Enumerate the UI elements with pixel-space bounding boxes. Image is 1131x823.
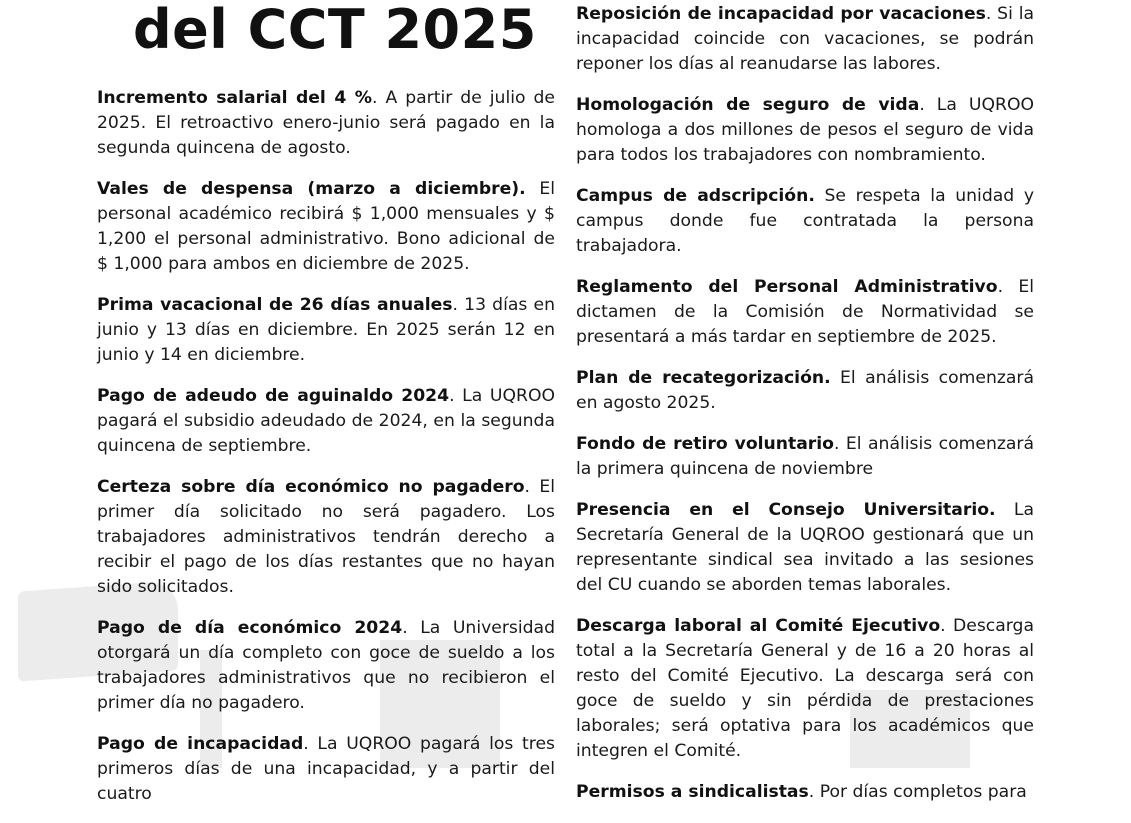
clause-salary-increase: Incremento salarial del 4 %. A partir de julio de 2025. El retroactivo enero-junio será pagado en la segunda quincena de agosto.	[97, 88, 555, 158]
clause-retirement-fund: Fondo de retiro voluntario. El análisis comenzará la primera quincena de noviembre	[576, 434, 1034, 479]
clause-unpaid-economic-day: Certeza sobre día económico no pagadero. El primer día solicitado no será pagadero. Los trabajadores administrativos tendrán derecho a recibir el pago de los días restantes que no hayan sido solicitados.	[97, 477, 555, 597]
clause-executive-committee: Descarga laboral al Comité Ejecutivo. Descarga total a la Secretaría General y de 16 a 20 horas al resto del Comité Ejecutivo. La descarga será con goce de sueldo y sin pérdida de prestaciones laborales; será optativa para los académicos que integren el Comité.	[576, 616, 1034, 761]
clause-disability-payment: Pago de incapacidad. La UQROO pagará los tres primeros días de una incapacidad, y a partir del cuatro	[97, 734, 556, 804]
clause-recategorization: Plan de recategorización. El análisis comenzará en agosto 2025.	[576, 368, 1035, 413]
clause-campus-assignment: Campus de adscripción. Se respeta la unidad y campus donde fue contratada la persona trabajadora.	[576, 186, 1034, 256]
clause-union-permits: Permisos a sindicalistas. Por días completos para	[576, 782, 1027, 802]
clause-economic-day-payment: Pago de día económico 2024. La Universidad otorgará un día completo con goce de sueldo a los trabajadores administrativos que no recibieron el primer día no pagadero.	[97, 618, 555, 713]
clause-grocery-vouchers: Vales de despensa (marzo a diciembre). El personal académico recibirá $ 1,000 mensuales y $ 1,200 el personal administrativo. Bono adicional de $ 1,000 para ambos en diciembre de 2025.	[97, 179, 555, 274]
clause-life-insurance: Homologación de seguro de vida. La UQROO homologa a dos millones de pesos el seguro de vida para todos los trabajadores con nombramiento.	[576, 95, 1034, 165]
clause-university-council: Presencia en el Consejo Universitario. La Secretaría General de la UQROO gestionará que un representante sindical sea invitado a las sesiones del CU cuando se aborden temas laborales.	[576, 500, 1034, 595]
page-title: del CCT 2025	[133, 0, 537, 61]
left-column	[97, 86, 555, 823]
clause-disability-vacation: Reposición de incapacidad por vacaciones. Si la incapacidad coincide con vacaciones, se podrán reponer los días al reanudarse las labores.	[576, 4, 1034, 74]
clause-staff-regulation: Reglamento del Personal Administrativo. El dictamen de la Comisión de Normatividad se presentará a más tardar en septiembre de 2025.	[576, 277, 1035, 347]
clause-christmas-bonus-debt: Pago de adeudo de aguinaldo 2024. La UQROO pagará el subsidio adeudado de 2024, en la segunda quincena de septiembre.	[97, 386, 555, 456]
clause-vacation-bonus: Prima vacacional de 26 días anuales. 13 días en junio y 13 días en diciembre. En 2025 serán 12 en junio y 14 en diciembre.	[97, 295, 555, 365]
right-column	[576, 2, 1034, 821]
